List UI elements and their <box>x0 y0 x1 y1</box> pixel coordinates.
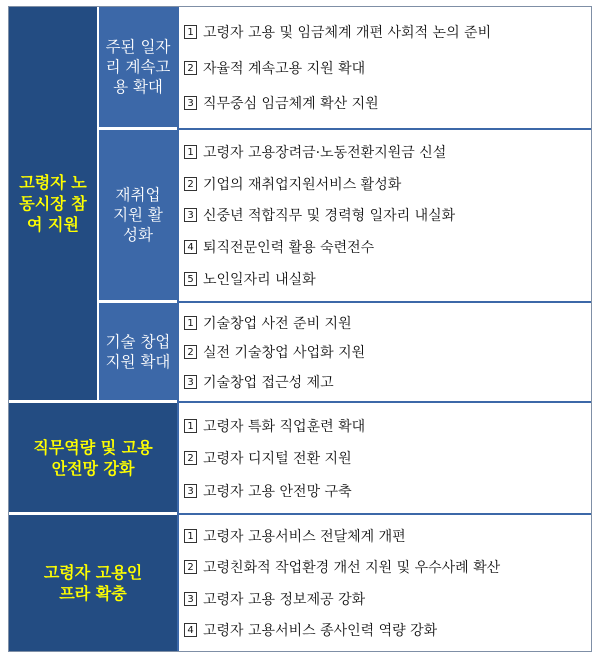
group-title-labor-market <box>9 7 97 403</box>
list-item: 2 고령자 디지털 전환 지원 <box>184 448 591 468</box>
list-item: 3 기술창업 접근성 제고 <box>184 372 591 392</box>
group-title-text: 직무역량 및 고용안전망 강화 <box>33 437 153 478</box>
list-item: 2 고령친화적 작업환경 개선 지원 및 우수사례 확산 <box>184 557 591 577</box>
subgroup-items-tech-startup <box>177 303 591 403</box>
list-item: 5 노인일자리 내실화 <box>184 269 591 289</box>
subgroup-title-continued-employment: 주된 일자리 계속고용 확대 <box>97 7 177 130</box>
list-item: 3 고령자 고용 안전망 구축 <box>184 481 591 501</box>
list-item: 3 신중년 적합직무 및 경력형 일자리 내실화 <box>184 205 591 225</box>
list-item: 2 기업의 재취업지원서비스 활성화 <box>184 174 591 194</box>
list-item: 1 기술창업 사전 준비 지원 <box>184 313 591 333</box>
group-title-text: 고령자 노동시장 참여 지원 <box>19 173 87 234</box>
list-item: 3 고령자 고용 정보제공 강화 <box>184 589 591 609</box>
list-item: 4 퇴직전문인력 활용 숙련전수 <box>184 237 591 257</box>
list-item: 1 고령자 특화 직업훈련 확대 <box>184 416 591 436</box>
policy-table <box>8 6 592 652</box>
group-title-job-competency <box>9 403 177 515</box>
subgroup-items-continued-employment <box>177 7 591 130</box>
list-item: 4 고령자 고용서비스 종사인력 역량 강화 <box>184 620 591 640</box>
group-items-job-competency <box>177 403 591 515</box>
list-item: 2 실전 기술창업 사업화 지원 <box>184 342 591 362</box>
subgroup-items-reemployment <box>177 130 591 303</box>
list-item: 2 자율적 계속고용 지원 확대 <box>184 58 591 78</box>
list-item: 1 고령자 고용장려금·노동전환지원금 신설 <box>184 142 591 162</box>
subgroup-title-reemployment: 재취업 지원 활성화 <box>97 130 177 303</box>
group-items-infrastructure <box>177 515 591 651</box>
list-item: 1 고령자 고용 및 임금체계 개편 사회적 논의 준비 <box>184 22 591 42</box>
list-item: 3 직무중심 임금체계 확산 지원 <box>184 93 591 113</box>
list-item: 1 고령자 고용서비스 전달체계 개편 <box>184 526 591 546</box>
group-title-infrastructure <box>9 515 177 651</box>
subgroup-title-tech-startup: 기술 창업지원 확대 <box>97 303 177 403</box>
group-title-text: 고령자 고용인프라 확충 <box>43 563 143 603</box>
